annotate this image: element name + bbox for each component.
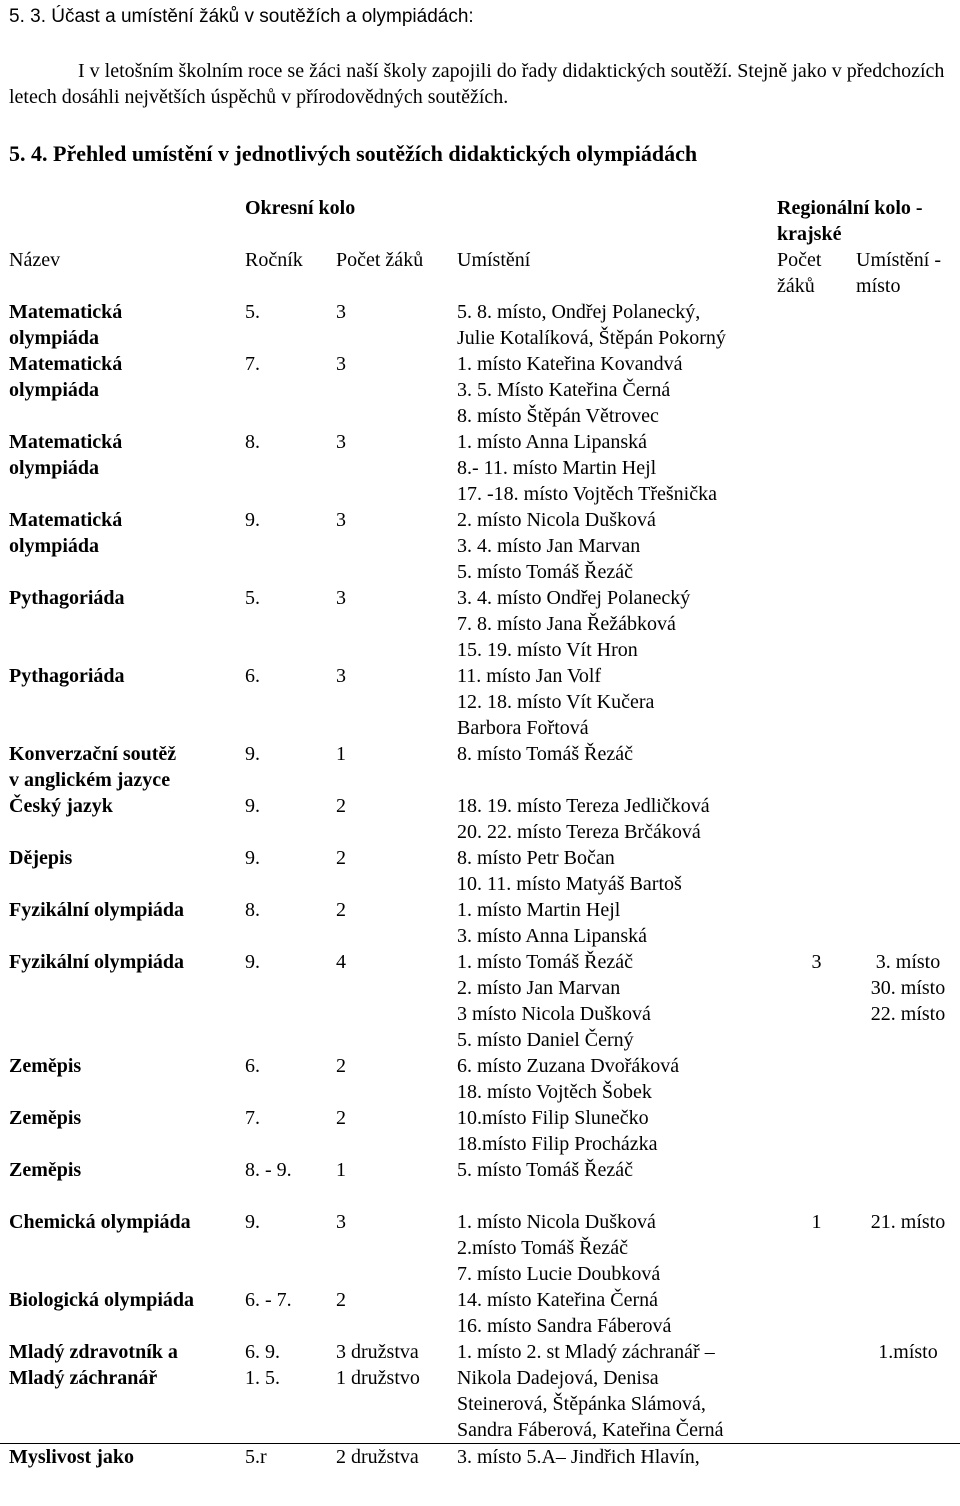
- cell-regional-place: [856, 1444, 960, 1471]
- cell-name-line: olympiáda: [9, 327, 100, 349]
- cell-name-line: Pythagoriáda: [9, 665, 125, 687]
- cell-place: [457, 1287, 777, 1339]
- cell-grade-line: 9.: [245, 795, 260, 817]
- cell-regional-count: [777, 507, 856, 585]
- cell-grade-line: 5.: [245, 587, 260, 609]
- cell-count: [336, 1444, 457, 1471]
- cell-place-line: 3. 5. Místo Kateřina Černá: [457, 379, 671, 401]
- cell-regional-count: [777, 845, 856, 897]
- cell-place-line: Julie Kotalíková, Štěpán Pokorný: [457, 327, 726, 349]
- cell-grade: [245, 507, 336, 585]
- cell-regional-place: [856, 585, 960, 663]
- cell-place: [457, 429, 777, 507]
- cell-name-line: olympiáda: [9, 535, 100, 557]
- cell-name-line: v anglickém jazyce: [9, 769, 171, 791]
- cell-place: [457, 1105, 777, 1157]
- cell-regional-place: [856, 351, 960, 429]
- cell-name: [0, 845, 245, 897]
- cell-count-line: 2: [336, 1055, 346, 1077]
- cell-place-line: 3. 4. místo Jan Marvan: [457, 535, 641, 557]
- cell-regional-place: [856, 1157, 960, 1183]
- cell-grade: [245, 741, 336, 793]
- cell-grade: [245, 1053, 336, 1105]
- header-regional-place: Umístění - místo: [856, 249, 942, 297]
- cell-regional-place-line: 30. místo: [870, 977, 946, 999]
- cell-count: [336, 1105, 457, 1157]
- cell-name: [0, 897, 245, 949]
- cell-count-line: 3: [336, 587, 346, 609]
- cell-place-line: 10. 11. místo Matyáš Bartoš: [457, 873, 682, 895]
- table-row: [0, 741, 960, 793]
- cell-name-line: Český jazyk: [9, 795, 113, 817]
- cell-count: [336, 897, 457, 949]
- cell-regional-count: [777, 741, 856, 793]
- cell-place-line: 1. místo Kateřina Kovandvá: [457, 353, 683, 375]
- table-gap-row: [0, 1183, 960, 1209]
- cell-place: [457, 897, 777, 949]
- cell-place-line: 3. 4. místo Ondřej Polanecký: [457, 587, 691, 609]
- cell-grade-line: 6.: [245, 665, 260, 687]
- cell-grade: [245, 663, 336, 741]
- cell-place: [457, 741, 777, 793]
- header-regional-round: Regionální kolo - krajské: [777, 197, 923, 245]
- intro-paragraph: [9, 58, 954, 110]
- cell-place-line: 2. místo Nicola Dušková: [457, 509, 656, 531]
- cell-name: [0, 585, 245, 663]
- cell-place-line: Steinerová, Štěpánka Slámová,: [457, 1393, 706, 1415]
- cell-place-line: 2.místo Tomáš Řezáč: [457, 1237, 628, 1259]
- cell-name-line: Chemická olympiáda: [9, 1211, 191, 1233]
- cell-regional-count: [777, 949, 856, 1053]
- cell-place-line: 6. místo Zuzana Dvořáková: [457, 1055, 680, 1077]
- cell-place-line: 2. místo Jan Marvan: [457, 977, 621, 999]
- cell-count: [336, 663, 457, 741]
- cell-place-line: 12. 18. místo Vít Kučera: [457, 691, 655, 713]
- cell-place-line: 8.- 11. místo Martin Hejl: [457, 457, 657, 479]
- cell-grade-line: 8. - 9.: [245, 1159, 292, 1181]
- cell-count: [336, 949, 457, 1053]
- cell-regional-place: [856, 507, 960, 585]
- intro-text: I v letošním školním roce se žáci naší školy zapojili do řady didaktických soutěží. Stejně jako v předchozích letech dosáhli největších úspěchů v přírodovědných soutěžích.: [9, 60, 945, 108]
- cell-regional-place: [856, 793, 960, 845]
- cell-grade: [245, 585, 336, 663]
- cell-place: [457, 299, 777, 351]
- cell-name-line: Konverzační soutěž: [9, 743, 177, 765]
- cell-place-line: 1. místo 2. st Mladý záchranář –: [457, 1341, 715, 1363]
- cell-regional-count: [777, 793, 856, 845]
- cell-grade-line: 8.: [245, 899, 260, 921]
- cell-name: [0, 793, 245, 845]
- cell-regional-count: [777, 663, 856, 741]
- table-row: [0, 793, 960, 845]
- table-row: [0, 299, 960, 351]
- cell-place-line: 5. místo Tomáš Řezáč: [457, 1159, 633, 1181]
- cell-place-line: 10.místo Filip Slunečko: [457, 1107, 649, 1129]
- cell-grade: [245, 1105, 336, 1157]
- subsection-title: 5. 4. Přehled umístění v jednotlivých soutěžích didaktických olympiádách: [9, 141, 698, 166]
- cell-name-line: Zeměpis: [9, 1055, 82, 1077]
- cell-grade: [245, 1339, 336, 1444]
- cell-name: [0, 949, 245, 1053]
- cell-regional-place: [856, 741, 960, 793]
- cell-regional-count: [777, 1287, 856, 1339]
- table-row: [0, 663, 960, 741]
- table-row: [0, 1339, 960, 1444]
- cell-place-line: 8. místo Štěpán Větrovec: [457, 405, 659, 427]
- cell-place-line: 18. místo Vojtěch Šobek: [457, 1081, 652, 1103]
- cell-count: [336, 585, 457, 663]
- cell-regional-count: [777, 1105, 856, 1157]
- cell-regional-count-line: 3: [811, 951, 822, 973]
- cell-grade: [245, 1444, 336, 1471]
- cell-grade-line: 6. - 7.: [245, 1289, 292, 1311]
- cell-count-line: 3: [336, 1211, 346, 1233]
- cell-place: [457, 1157, 777, 1183]
- cell-regional-count: [777, 429, 856, 507]
- cell-count: [336, 741, 457, 793]
- cell-name: [0, 351, 245, 429]
- cell-place: [457, 949, 777, 1053]
- cell-count-line: 1: [336, 1159, 346, 1181]
- cell-name: [0, 1209, 245, 1287]
- cell-place-line: 15. 19. místo Vít Hron: [457, 639, 638, 661]
- cell-grade-line: 9.: [245, 743, 260, 765]
- cell-place-line: 5. místo Daniel Černý: [457, 1029, 634, 1051]
- cell-place-line: 5. 8. místo, Ondřej Polanecký,: [457, 301, 701, 323]
- cell-regional-place: [856, 845, 960, 897]
- cell-place-line: 1. místo Anna Lipanská: [457, 431, 647, 453]
- cell-place-line: 16. místo Sandra Fáberová: [457, 1315, 672, 1337]
- cell-regional-count: [777, 1157, 856, 1183]
- cell-place: [457, 793, 777, 845]
- cell-place: [457, 663, 777, 741]
- cell-name-line: Matematická: [9, 509, 123, 531]
- cell-name-line: Zeměpis: [9, 1107, 82, 1129]
- cell-grade-line: 7.: [245, 1107, 260, 1129]
- cell-place-line: 18. 19. místo Tereza Jedličková: [457, 795, 710, 817]
- cell-regional-count: [777, 585, 856, 663]
- cell-grade-line: 9.: [245, 1211, 260, 1233]
- competition-results-table: [0, 192, 960, 1470]
- cell-count-line: 3: [336, 431, 346, 453]
- section-title: 5. 3. Účast a umístění žáků v soutěžích a olympiádách:: [9, 6, 474, 27]
- table-row: [0, 949, 960, 1053]
- cell-count: [336, 351, 457, 429]
- cell-name: [0, 1287, 245, 1339]
- cell-count: [336, 793, 457, 845]
- cell-regional-place-line: 21. místo: [870, 1211, 946, 1233]
- cell-grade: [245, 845, 336, 897]
- cell-place-line: 5. místo Tomáš Řezáč: [457, 561, 633, 583]
- cell-regional-place-line: 1.místo: [878, 1341, 938, 1363]
- cell-count: [336, 1287, 457, 1339]
- cell-place-line: Barbora Fořtová: [457, 717, 589, 739]
- cell-regional-count: [777, 897, 856, 949]
- cell-grade: [245, 1157, 336, 1183]
- cell-regional-place: [856, 1105, 960, 1157]
- cell-count-line: 2: [336, 795, 346, 817]
- table-row: [0, 1287, 960, 1339]
- table-row: [0, 897, 960, 949]
- cell-grade: [245, 1209, 336, 1287]
- cell-regional-place-line: 22. místo: [870, 1003, 946, 1025]
- cell-place-line: 3. místo 5.A– Jindřich Hlavín,: [457, 1446, 700, 1468]
- table-row: [0, 1444, 960, 1471]
- table-row: [0, 1157, 960, 1183]
- header-district-round: Okresní kolo: [245, 197, 356, 219]
- cell-grade: [245, 1287, 336, 1339]
- header-regional-count: Počet žáků: [777, 249, 822, 297]
- cell-count: [336, 299, 457, 351]
- cell-place: [457, 1209, 777, 1287]
- cell-name-line: Matematická: [9, 353, 123, 375]
- cell-place-line: 14. místo Kateřina Černá: [457, 1289, 659, 1311]
- cell-count-line: 1 družstvo: [336, 1367, 420, 1389]
- cell-grade: [245, 351, 336, 429]
- cell-name: [0, 507, 245, 585]
- cell-count: [336, 1157, 457, 1183]
- cell-count-line: 2: [336, 899, 346, 921]
- cell-count: [336, 1209, 457, 1287]
- cell-count-line: 3 družstva: [336, 1341, 419, 1363]
- cell-count: [336, 1053, 457, 1105]
- cell-grade-line: 9.: [245, 951, 260, 973]
- cell-count-line: 2: [336, 847, 346, 869]
- cell-place-line: 7. místo Lucie Doubková: [457, 1263, 661, 1285]
- table-row: [0, 1053, 960, 1105]
- cell-regional-count: [777, 1209, 856, 1287]
- cell-grade-line: 6.: [245, 1055, 260, 1077]
- cell-regional-place: [856, 1053, 960, 1105]
- cell-regional-count: [777, 1339, 856, 1444]
- cell-name: [0, 429, 245, 507]
- cell-place: [457, 1339, 777, 1444]
- cell-grade: [245, 299, 336, 351]
- table-header-row-groups: [0, 192, 960, 247]
- cell-count-line: 3: [336, 353, 346, 375]
- cell-grade: [245, 793, 336, 845]
- cell-grade-line: 6. 9.: [245, 1341, 280, 1363]
- cell-grade-line: 5.: [245, 301, 260, 323]
- cell-name-line: Mladý zdravotník a: [9, 1341, 178, 1363]
- cell-name-line: olympiáda: [9, 457, 100, 479]
- cell-count: [336, 429, 457, 507]
- cell-grade: [245, 897, 336, 949]
- cell-place: [457, 351, 777, 429]
- cell-name: [0, 1053, 245, 1105]
- cell-count: [336, 845, 457, 897]
- cell-place-line: 7. 8. místo Jana Řežábková: [457, 613, 676, 635]
- cell-name: [0, 741, 245, 793]
- cell-regional-count: [777, 1053, 856, 1105]
- cell-place-line: 1. místo Nicola Dušková: [457, 1211, 656, 1233]
- cell-regional-place: [856, 897, 960, 949]
- cell-count-line: 3: [336, 665, 346, 687]
- cell-grade-line: 9.: [245, 847, 260, 869]
- cell-regional-place: [856, 1339, 960, 1444]
- cell-regional-place: [856, 1209, 960, 1287]
- cell-name: [0, 1339, 245, 1444]
- cell-place-line: 1. místo Martin Hejl: [457, 899, 621, 921]
- cell-count: [336, 1339, 457, 1444]
- cell-name-line: Biologická olympiáda: [9, 1289, 195, 1311]
- table-row: [0, 429, 960, 507]
- cell-regional-place-line: 3. místo: [875, 951, 941, 973]
- cell-count-line: 1: [336, 743, 346, 765]
- cell-name-line: olympiáda: [9, 379, 100, 401]
- cell-regional-count: [777, 351, 856, 429]
- cell-grade-line: 5.r: [245, 1446, 267, 1468]
- cell-place-line: 8. místo Tomáš Řezáč: [457, 743, 633, 765]
- cell-grade: [245, 429, 336, 507]
- cell-grade-line: 9.: [245, 509, 260, 531]
- cell-grade: [245, 949, 336, 1053]
- header-count: Počet žáků: [336, 249, 424, 271]
- cell-grade-line: 1. 5.: [245, 1367, 280, 1389]
- cell-count-line: 2: [336, 1107, 346, 1129]
- cell-name-line: Pythagoriáda: [9, 587, 125, 609]
- table-header-row-columns: [0, 247, 960, 299]
- cell-grade-line: 7.: [245, 353, 260, 375]
- cell-place: [457, 845, 777, 897]
- cell-count-line: 3: [336, 509, 346, 531]
- cell-regional-place: [856, 663, 960, 741]
- cell-place-line: Nikola Dadejová, Denisa: [457, 1367, 659, 1389]
- cell-place: [457, 1444, 777, 1471]
- cell-place-line: 11. místo Jan Volf: [457, 665, 602, 687]
- cell-regional-count-line: 1: [811, 1211, 822, 1233]
- cell-place: [457, 507, 777, 585]
- header-grade: Ročník: [245, 249, 303, 271]
- cell-place: [457, 585, 777, 663]
- cell-place-line: 3 místo Nicola Dušková: [457, 1003, 651, 1025]
- cell-place-line: 1. místo Tomáš Řezáč: [457, 951, 633, 973]
- cell-name: [0, 1444, 245, 1471]
- cell-count-line: 4: [336, 951, 346, 973]
- cell-name-line: Fyzikální olympiáda: [9, 899, 185, 921]
- cell-name: [0, 299, 245, 351]
- cell-regional-place: [856, 1287, 960, 1339]
- cell-regional-count: [777, 299, 856, 351]
- table-row: [0, 845, 960, 897]
- cell-regional-place: [856, 299, 960, 351]
- cell-name-line: Matematická: [9, 431, 123, 453]
- cell-regional-count: [777, 1444, 856, 1471]
- table-row: [0, 351, 960, 429]
- cell-name: [0, 1105, 245, 1157]
- header-name: Název: [9, 249, 61, 271]
- cell-name: [0, 1157, 245, 1183]
- cell-count: [336, 507, 457, 585]
- cell-name-line: Mladý záchranář: [9, 1367, 158, 1389]
- cell-name-line: Dějepis: [9, 847, 73, 869]
- cell-count-line: 2 družstva: [336, 1446, 419, 1468]
- cell-place-line: 17. -18. místo Vojtěch Třešnička: [457, 483, 717, 505]
- table-row: [0, 1105, 960, 1157]
- cell-name-line: Zeměpis: [9, 1159, 82, 1181]
- cell-name-line: Matematická: [9, 301, 123, 323]
- cell-regional-place: [856, 949, 960, 1053]
- cell-place-line: 3. místo Anna Lipanská: [457, 925, 647, 947]
- cell-name: [0, 663, 245, 741]
- table-row: [0, 507, 960, 585]
- cell-place-line: Sandra Fáberová, Kateřina Černá: [457, 1419, 724, 1441]
- cell-name-line: Fyzikální olympiáda: [9, 951, 185, 973]
- table-row: [0, 1209, 960, 1287]
- cell-place: [457, 1053, 777, 1105]
- table-row: [0, 585, 960, 663]
- header-place: Umístění: [457, 249, 531, 271]
- cell-place-line: 20. 22. místo Tereza Brčáková: [457, 821, 701, 843]
- cell-count-line: 3: [336, 301, 346, 323]
- cell-count-line: 2: [336, 1289, 346, 1311]
- cell-grade-line: 8.: [245, 431, 260, 453]
- cell-regional-place: [856, 429, 960, 507]
- cell-place-line: 8. místo Petr Bočan: [457, 847, 615, 869]
- cell-name-line: Myslivost jako: [9, 1446, 134, 1468]
- cell-place-line: 18.místo Filip Procházka: [457, 1133, 658, 1155]
